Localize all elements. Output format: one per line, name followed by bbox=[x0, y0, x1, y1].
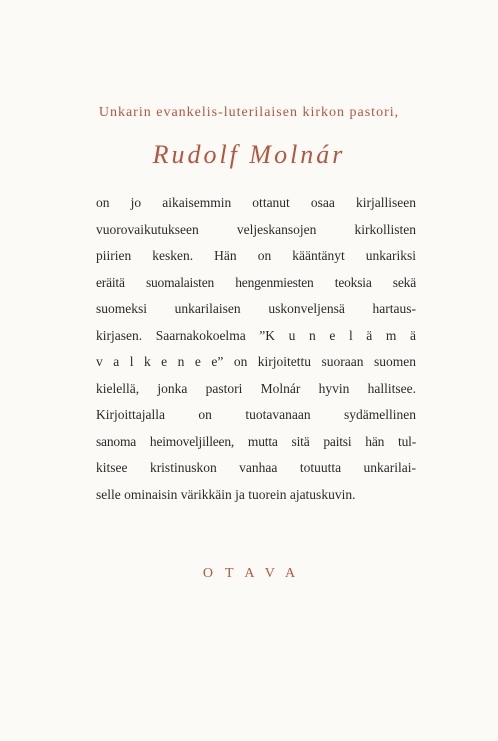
author-name: Rudolf Molnár bbox=[152, 140, 346, 169]
paragraph-line: suomeksi unkarilaisen uskonveljensä hartaus- bbox=[96, 301, 416, 316]
paragraph-line: kitsee kristinuskon vanhaa totuutta unkarilai- bbox=[96, 460, 416, 475]
paragraph-line: kielellä, jonka pastori Molnár hyvin hallitsee. bbox=[96, 380, 416, 396]
intro-line: Unkarin evankelis-luterilaisen kirkon pastori, bbox=[98, 105, 400, 120]
paragraph-line: Kirjoittajalla on tuotavanaan sydämellinen bbox=[96, 407, 416, 422]
publisher-name: OTAVA bbox=[202, 566, 308, 581]
paragraph-line: eräitä suomalaisten hengenmiesten teoksia sekä bbox=[96, 274, 416, 290]
paragraph-line: vuorovaikutukseen veljeskansojen kirkollisten bbox=[96, 221, 416, 237]
paragraph-line: v a l k e n e e” on kirjoitettu suoraan suomen bbox=[96, 354, 416, 369]
paragraph-line: selle ominaisin värikkäin ja tuorein ajatuskuvin. bbox=[96, 486, 356, 502]
paragraph-line: piirien kesken. Hän on kääntänyt unkariksi bbox=[96, 248, 416, 263]
description-paragraph bbox=[96, 190, 416, 508]
paragraph-line: kirjasen. Saarnakokoelma ”K u n e l ä m ä bbox=[96, 327, 416, 343]
paragraph-line: on jo aikaisemmin ottanut osaa kirjalliseen bbox=[96, 195, 416, 210]
paragraph-line: sanoma heimoveljilleen, mutta sitä paitsi hän tul- bbox=[96, 433, 416, 449]
